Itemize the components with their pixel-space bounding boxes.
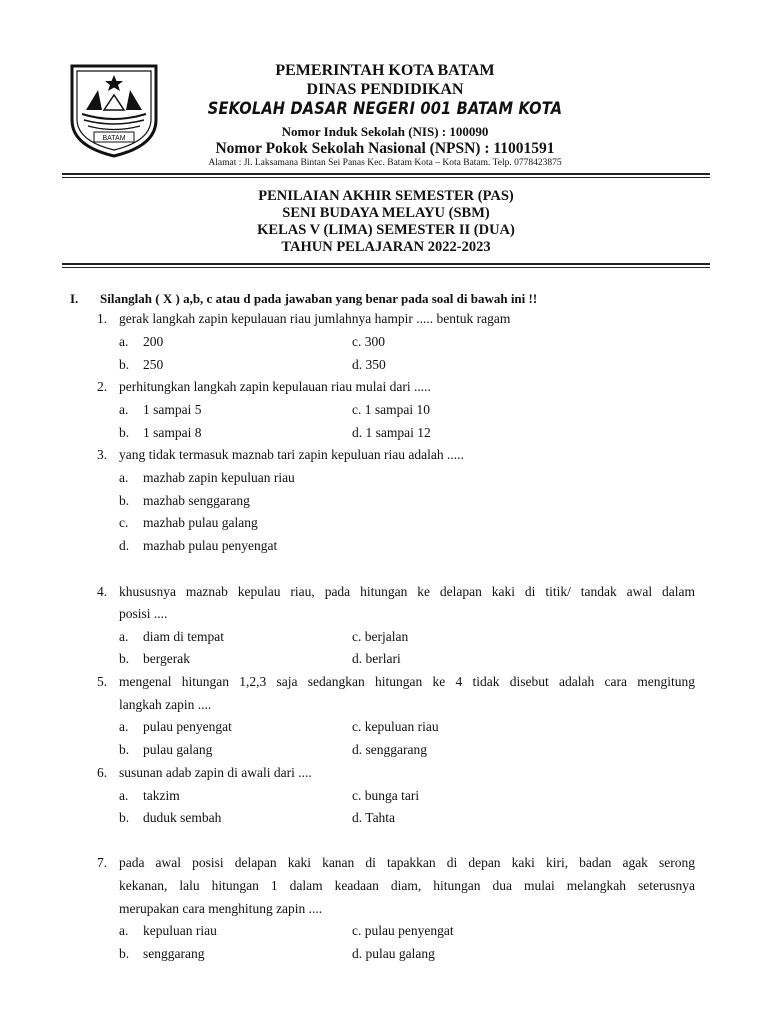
option-label: a.	[119, 923, 129, 938]
option-right	[352, 742, 427, 758]
question-text-continued: merupakan cara menghitung zapin ....	[119, 901, 323, 916]
option-label: d.	[352, 946, 363, 961]
option-label: d.	[352, 742, 363, 757]
option-text: bunga tari	[364, 788, 420, 803]
batam-city-logo	[68, 62, 160, 158]
option-label: a.	[119, 470, 129, 485]
option-label: b.	[119, 810, 130, 825]
option-text: duduk sembah	[143, 810, 222, 825]
option-right	[352, 788, 419, 804]
option-text: Tahta	[365, 810, 396, 825]
option-text: senggarang	[143, 946, 205, 961]
option-label: a.	[119, 334, 129, 349]
school-address: Alamat : Jl. Laksamana Bintan Sei Panas Kec. Batam Kota – Kota Batam. Telp. 0778423875	[208, 158, 562, 168]
option-label: a.	[119, 788, 129, 803]
option-text: 200	[143, 334, 164, 349]
option-text: diam di tempat	[143, 629, 224, 644]
logo-text: BATAM	[102, 135, 126, 142]
question-number: 2.	[97, 379, 108, 394]
option-text: 300	[364, 334, 385, 349]
option-text: 250	[143, 357, 164, 372]
question-number: 3.	[97, 447, 108, 462]
section-instruction: Silanglah ( X ) a,b, c atau d pada jawaban yang benar pada soal di bawah ini !!	[100, 291, 538, 306]
option-label: d.	[352, 810, 363, 825]
header-divider	[62, 173, 710, 175]
header-divider-thin	[62, 177, 710, 178]
option-right	[352, 334, 385, 350]
option-right	[352, 629, 408, 645]
option-label: a.	[119, 719, 129, 734]
school-npsn: Nomor Pokok Sekolah Nasional (NPSN) : 11001591	[215, 140, 555, 157]
title-divider	[62, 263, 710, 265]
option-label: d.	[352, 357, 363, 372]
title-divider-thin	[62, 267, 710, 268]
question-number: 7.	[97, 855, 108, 870]
option-right	[352, 719, 439, 735]
option-right	[352, 810, 395, 826]
option-label: c.	[352, 402, 362, 417]
option-label: c.	[352, 719, 362, 734]
option-text: mazhab pulau galang	[143, 515, 258, 530]
option-text: mazhab senggarang	[143, 493, 250, 508]
question-text: pada awal posisi delapan kaki kanan di tapakkan di depan kaki kiri, badan agak serong	[119, 855, 695, 870]
question-text: yang tidak termasuk maznab tari zapin kepuluan riau adalah .....	[119, 447, 464, 462]
option-text: kepuluan riau	[364, 719, 439, 734]
option-text: 350	[365, 357, 386, 372]
question-number: 1.	[97, 311, 108, 326]
option-label: d.	[352, 425, 363, 440]
option-text: pulau galang	[365, 946, 435, 961]
option-right	[352, 402, 430, 418]
exam-class: KELAS V (LIMA) SEMESTER II (DUA)	[257, 222, 515, 238]
exam-subject: SENI BUDAYA MELAYU (SBM)	[282, 205, 490, 221]
option-label: c.	[352, 923, 362, 938]
option-label: d.	[119, 538, 130, 553]
option-right	[352, 946, 435, 962]
option-text: takzim	[143, 788, 180, 803]
option-label: c.	[352, 788, 362, 803]
option-right	[352, 425, 431, 441]
question-number: 4.	[97, 584, 108, 599]
department-name: DINAS PENDIDIKAN	[306, 81, 464, 98]
school-name: SEKOLAH DASAR NEGERI 001 BATAM KOTA	[207, 99, 563, 119]
option-right	[352, 357, 386, 373]
option-text: mazhab pulau penyengat	[143, 538, 278, 553]
question-text: gerak langkah zapin kepulauan riau jumlahnya hampir ..... bentuk ragam	[119, 311, 511, 326]
question-text: mengenal hitungan 1,2,3 saja sedangkan hitungan ke 4 tidak disebut adalah cara mengitung	[119, 674, 695, 689]
question-text: susunan adab zapin di awali dari ....	[119, 765, 312, 780]
option-label: b.	[119, 357, 130, 372]
option-label: b.	[119, 742, 130, 757]
option-label: b.	[119, 493, 130, 508]
question-text: khususnya maznab kepulau riau, pada hitungan ke delapan kaki di titik/ tandak awal dalam	[119, 584, 695, 599]
option-text: 1 sampai 12	[365, 425, 431, 440]
option-text: pulau penyengat	[364, 923, 454, 938]
option-label: d.	[352, 651, 363, 666]
option-label: b.	[119, 946, 130, 961]
option-text: pulau galang	[143, 742, 213, 757]
option-label: a.	[119, 629, 129, 644]
option-label: b.	[119, 651, 130, 666]
exam-title: PENILAIAN AKHIR SEMESTER (PAS)	[258, 188, 514, 204]
option-text: berjalan	[364, 629, 409, 644]
question-text-continued: kekanan, lalu hitungan 1 dalam keadaan diam, hitungan dua mulai melangkah seterusnya	[119, 878, 695, 893]
option-text: bergerak	[143, 651, 190, 666]
option-text: 1 sampai 8	[143, 425, 202, 440]
option-label: c.	[119, 515, 129, 530]
question-text: perhitungkan langkah zapin kepulauan riau mulai dari .....	[119, 379, 431, 394]
government-name: PEMERINTAH KOTA BATAM	[275, 62, 495, 79]
option-label: c.	[352, 629, 362, 644]
question-number: 6.	[97, 765, 108, 780]
question-text-continued: posisi ....	[119, 606, 168, 621]
option-label: c.	[352, 334, 362, 349]
question-text-continued: langkah zapin ....	[119, 697, 212, 712]
section-number: I.	[70, 291, 79, 306]
school-nis: Nomor Induk Sekolah (NIS) : 100090	[281, 124, 489, 139]
option-label: a.	[119, 402, 129, 417]
question-number: 5.	[97, 674, 108, 689]
exam-year: TAHUN PELAJARAN 2022-2023	[281, 239, 491, 255]
option-text: kepuluan riau	[143, 923, 217, 938]
option-label: b.	[119, 425, 130, 440]
option-text: berlari	[365, 651, 401, 666]
option-text: 1 sampai 5	[143, 402, 202, 417]
option-right	[352, 923, 454, 939]
option-right	[352, 651, 401, 667]
option-text: 1 sampai 10	[364, 402, 430, 417]
option-text: pulau penyengat	[143, 719, 232, 734]
option-text: senggarang	[365, 742, 427, 757]
option-text: mazhab zapin kepuluan riau	[143, 470, 295, 485]
